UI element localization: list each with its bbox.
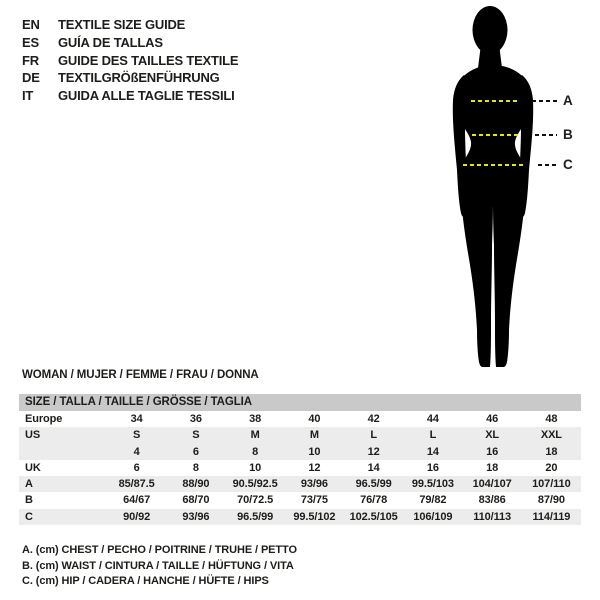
language-code: IT <box>22 88 34 104</box>
language-title: TEXTILE SIZE GUIDE <box>58 17 186 33</box>
row-label: UK <box>25 461 41 474</box>
size-value-cell: 16 <box>486 445 499 458</box>
size-value-cell: 79/82 <box>419 494 447 507</box>
language-title: GUIDE DES TAILLES TEXTILE <box>58 52 239 68</box>
size-value-cell: 38 <box>249 413 262 425</box>
size-value-cell: M <box>250 429 260 442</box>
size-value-cell: 99.5/103 <box>411 478 454 491</box>
language-code: EN <box>22 17 40 33</box>
size-value-cell: 14 <box>426 445 439 458</box>
legend-line-hip: C. (cm) HIP / CADERA / HANCHE / HÜFTE / HIPS <box>22 575 269 587</box>
size-value-cell: L <box>429 429 437 442</box>
size-value-cell: 104/107 <box>472 478 512 491</box>
size-value-cell: 14 <box>367 461 380 474</box>
size-value-cell: 106/109 <box>413 510 453 523</box>
size-value-cell: 4 <box>133 445 140 458</box>
size-value-cell: XXL <box>540 429 562 442</box>
measure-label-a: A <box>563 93 573 108</box>
size-value-cell: S <box>133 429 141 442</box>
language-title: GUIDA ALLE TAGLIE TESSILI <box>58 88 235 104</box>
size-value-cell: 12 <box>308 461 321 474</box>
table-row <box>19 444 581 460</box>
language-code: FR <box>22 52 39 68</box>
table-row <box>19 476 581 492</box>
row-label: B <box>25 494 33 507</box>
language-row <box>22 51 238 69</box>
size-value-cell: 8 <box>192 461 199 474</box>
size-value-cell: 93/96 <box>182 510 210 523</box>
measure-label-b: B <box>563 127 573 142</box>
size-value-cell: 6 <box>133 461 140 474</box>
size-value-cell: 102.5/105 <box>349 510 398 523</box>
size-value-cell: 40 <box>308 413 321 425</box>
size-value-cell: 36 <box>189 413 202 425</box>
size-value-cell: 93/96 <box>300 478 328 491</box>
size-value-cell: 96.5/99 <box>355 478 392 491</box>
size-value-cell: 42 <box>367 413 380 425</box>
table-row <box>19 509 581 525</box>
table-row <box>19 427 581 443</box>
size-value-cell: 107/110 <box>532 478 571 491</box>
size-value-cell: 70/72.5 <box>237 494 274 507</box>
language-code: ES <box>22 35 39 51</box>
legend-line-chest: A. (cm) CHEST / PECHO / POITRINE / TRUHE / PETTO <box>22 544 297 556</box>
size-value-cell: 110/113 <box>473 510 512 523</box>
table-header-row <box>19 394 581 411</box>
row-label <box>19 444 107 460</box>
table-header: SIZE / TALLA / TAILLE / GRÖSSE / TAGLIA <box>19 394 581 411</box>
size-value-cell: 85/87.5 <box>118 478 155 491</box>
figure-area <box>380 0 600 380</box>
measure-label-c: C <box>563 157 573 172</box>
size-value-cell: 6 <box>192 445 199 458</box>
table-row <box>19 411 581 427</box>
size-value-cell: 76/78 <box>360 494 388 507</box>
size-value-cell: 34 <box>130 413 143 425</box>
size-value-cell: 16 <box>426 461 439 474</box>
language-title: GUÍA DE TALLAS <box>58 35 163 51</box>
size-value-cell: 99.5/102 <box>293 510 336 523</box>
woman-silhouette <box>380 0 600 380</box>
language-row <box>22 16 238 34</box>
section-title: WOMAN / MUJER / FEMME / FRAU / DONNA <box>22 369 259 381</box>
size-value-cell: 12 <box>367 445 380 458</box>
size-value-cell: 83/86 <box>478 494 506 507</box>
size-value-cell: L <box>370 429 377 442</box>
size-value-cell: 8 <box>252 445 259 458</box>
size-value-cell: 64/67 <box>123 494 151 507</box>
table-row <box>19 460 581 476</box>
row-label: C <box>25 510 33 523</box>
language-row <box>22 87 238 105</box>
size-value-cell: 18 <box>486 461 499 474</box>
size-value-cell: 10 <box>249 461 262 474</box>
size-value-cell: XL <box>485 429 500 442</box>
size-value-cell: 18 <box>545 445 558 458</box>
size-value-cell: 87/90 <box>537 494 565 507</box>
woman-body <box>453 6 533 367</box>
language-title-list <box>22 16 238 104</box>
size-value-cell: 44 <box>426 413 439 425</box>
size-value-cell: S <box>192 429 200 442</box>
table-row <box>19 492 581 508</box>
size-value-cell: 114/119 <box>532 510 571 523</box>
language-code: DE <box>22 70 40 86</box>
size-value-cell: 96.5/99 <box>237 510 274 523</box>
size-table <box>19 394 581 525</box>
size-value-cell: 68/70 <box>182 494 210 507</box>
size-value-cell: 46 <box>486 413 499 425</box>
size-value-cell: 10 <box>308 445 321 458</box>
size-value-cell: 20 <box>545 461 558 474</box>
measurement-legend <box>22 543 297 590</box>
size-value-cell: 90/92 <box>123 510 151 523</box>
row-label: Europe <box>25 413 63 425</box>
language-row <box>22 69 238 87</box>
language-title: TEXTILGRÖßENFÜHRUNG <box>58 70 220 86</box>
size-value-cell: 48 <box>545 413 558 425</box>
legend-line-waist: B. (cm) WAIST / CINTURA / TAILLE / HÜFTUNG / VITA <box>22 559 294 572</box>
row-label: A <box>25 478 33 491</box>
language-row <box>22 34 238 52</box>
size-value-cell: 90.5/92.5 <box>232 478 278 491</box>
size-value-cell: 73/75 <box>300 494 328 507</box>
size-value-cell: 88/90 <box>182 478 210 491</box>
size-value-cell: M <box>309 429 319 442</box>
row-label: US <box>25 429 41 442</box>
